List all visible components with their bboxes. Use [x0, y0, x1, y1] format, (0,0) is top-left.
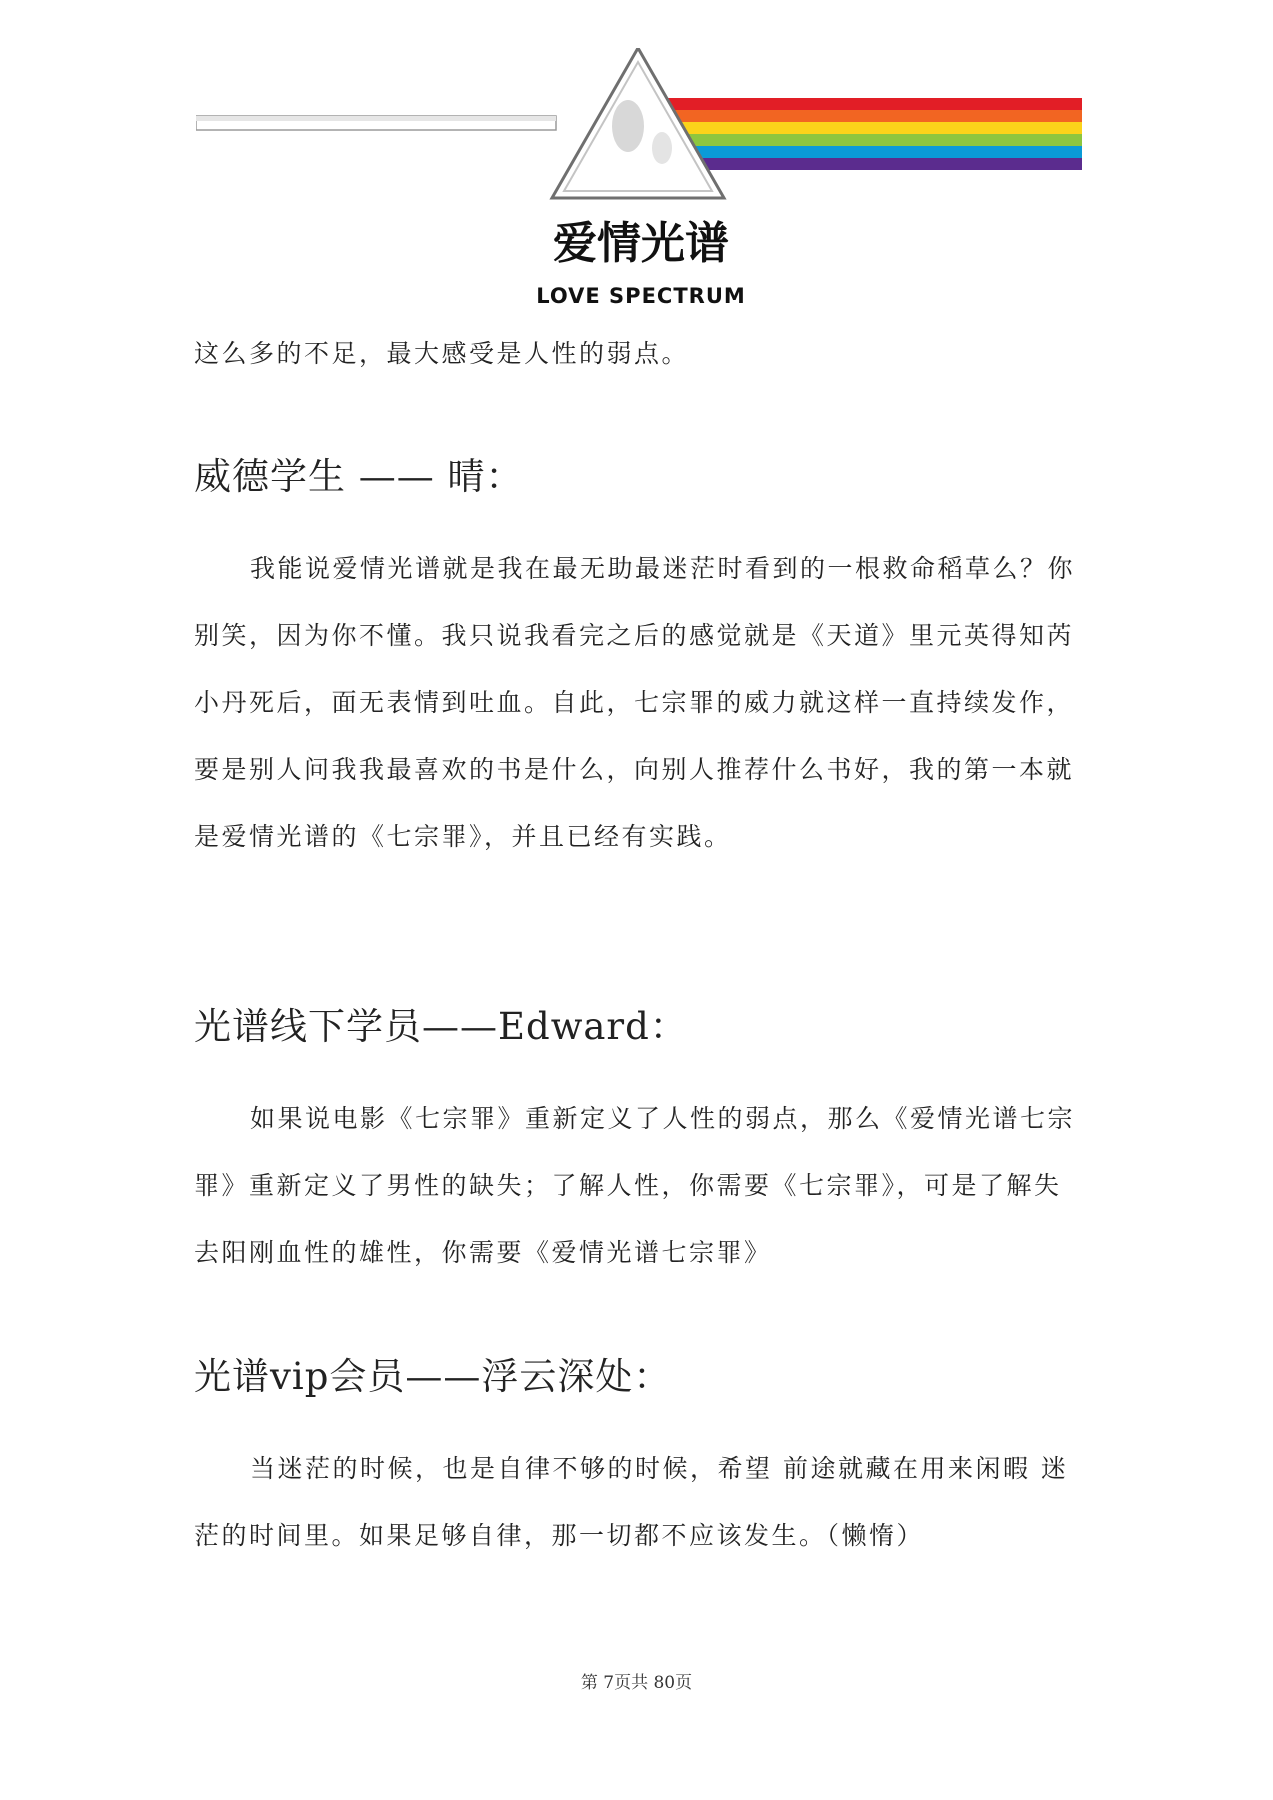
- page-number: 第 7页共 80页: [580, 1673, 693, 1693]
- section-body-text-2: 如果说电影《七宗罪》重新定义了人性的弱点，那么《爱情光谱七宗罪》重新定义了男性的缺失；了解人性，你需要《七宗罪》，可是了解失去阳刚血性的雄性，你需要《爱情光谱七宗罪》: [194, 1104, 1076, 1267]
- section-body-2: [194, 1085, 1084, 1286]
- spectrum-bands: [651, 98, 1082, 170]
- spectrum-band: [651, 110, 1082, 122]
- spectrum-band: [651, 122, 1082, 134]
- prism-glare-2: [652, 132, 672, 164]
- section-heading-3: 光谱vip会员——浮云深处：: [194, 1355, 672, 1398]
- spectrum-band: [651, 158, 1082, 170]
- light-beam-shade: [196, 116, 556, 121]
- spectrum-band: [651, 134, 1082, 146]
- logo-title-en: LOVE SPECTRUM: [536, 284, 746, 308]
- prism-glare: [612, 100, 644, 152]
- section-body-1: [194, 535, 1084, 870]
- spectrum-band: [651, 98, 1082, 110]
- logo-title-cn: 爱情光谱: [553, 218, 729, 269]
- section-body-3: [194, 1435, 1084, 1569]
- prism-spectrum-graphic: [196, 48, 1082, 310]
- section-body-text-1: 我能说爱情光谱就是我在最无助最迷茫时看到的一根救命稻草么？你别笑，因为你不懂。我只说我看完之后的感觉就是《天道》里元英得知芮小丹死后，面无表情到吐血。自此，七宗罪的威力就这样一直持续发作，要是别人问我我最喜欢的书是什么，向别人推荐什么书好，我的第一本就是爱情光谱的《七宗罪》，并且已经有实践。: [194, 554, 1076, 851]
- section-heading-2: 光谱线下学员——Edward：: [194, 1005, 688, 1048]
- section-body-text-3: 当迷茫的时候，也是自律不够的时候，希望 前途就藏在用来闲暇 迷茫的时间里。如果足够自律，那一切都不应该发生。（懒惰）: [194, 1454, 1069, 1550]
- section-heading-1: 威德学生 —— 晴：: [194, 455, 524, 498]
- love-spectrum-logo: [196, 48, 1082, 310]
- spectrum-band: [651, 146, 1082, 158]
- intro-paragraph: 这么多的不足，最大感受是人性的弱点。: [194, 339, 690, 368]
